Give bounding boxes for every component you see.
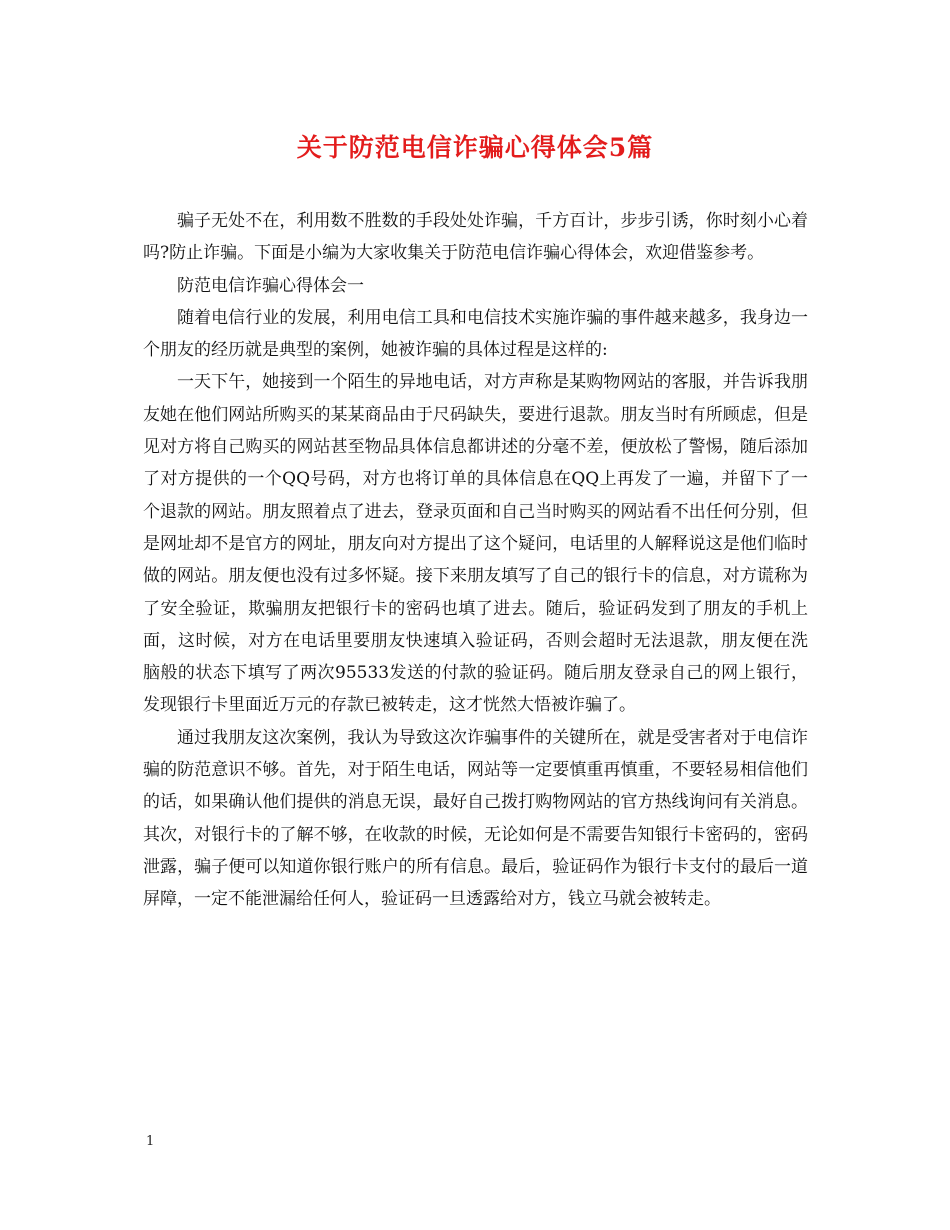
page-number: 1 bbox=[146, 1134, 155, 1149]
body-paragraph: 通过我朋友这次案例，我认为导致这次诈骗事件的关键所在，就是受害者对于电信诈骗的防范意识不够。首先，对于陌生电话，网站等一定要慎重再慎重，不要轻易相信他们的话，如果确认他们提供的消息无误，最好自己拨打购物网站的官方热线询问有关消息。其次，对银行卡的了解不够，在收款的时候，无论如何是不需要告知银行卡密码的，密码泄露，骗子便可以知道你银行账户的所有信息。最后，验证码作为银行卡支付的最后一道屏障，一定不能泄漏给任何人，验证码一旦透露给对方，钱立马就会被转走。 bbox=[143, 727, 808, 910]
body-paragraph: 一天下午，她接到一个陌生的异地电话，对方声称是某购物网站的客服，并告诉我朋友她在他们网站所购买的某某商品由于尺码缺失，要进行退款。朋友当时有所顾虑，但是见对方将自己购买的网站甚至物品具体信息都讲述的分毫不差，便放松了警惕，随后添加了对方提供的一个QQ号码，对方也将订单的具体信息在QQ上再发了一遍，并留下了一个退款的网站。朋友照着点了进去，登录页面和自己当时购买的网站看不出任何分别，但是网址却不是官方的网址，朋友向对方提出了这个疑问，电话里的人解释说这是他们临时做的网站。朋友便也没有过多怀疑。接下来朋友填写了自己的银行卡的信息，对方谎称为了安全验证，欺骗朋友把银行卡的密码也填了进去。随后，验证码发到了朋友的手机上面，这时候，对方在电话里要朋友快速填入验证码，否则会超时无法退款，朋友便在洗 脑般的状态下填写了两次95533发送的付款的验证码。随后朋友登录自己的网上银行，发现银行卡里面近万元的存款已被转走，这才恍然大悟被诈骗了。 bbox=[143, 372, 808, 716]
section-heading: 防范电信诈骗心得体会一 bbox=[177, 275, 364, 296]
document-title: 关于防范电信诈骗心得体会5篇 bbox=[296, 133, 654, 162]
document-body bbox=[143, 205, 808, 916]
body-paragraph: 随着电信行业的发展，利用电信工具和电信技术实施诈骗的事件越来越多，我身边一个朋友的经历就是典型的案例，她被诈骗的具体过程是这样的: bbox=[143, 307, 808, 361]
intro-paragraph: 骗子无处不在，利用数不胜数的手段处处诈骗，千方百计，步步引诱，你时刻小心着吗?防止诈骗。下面是小编为大家收集关于防范电信诈骗心得体会，欢迎借鉴参考。 bbox=[143, 211, 808, 264]
